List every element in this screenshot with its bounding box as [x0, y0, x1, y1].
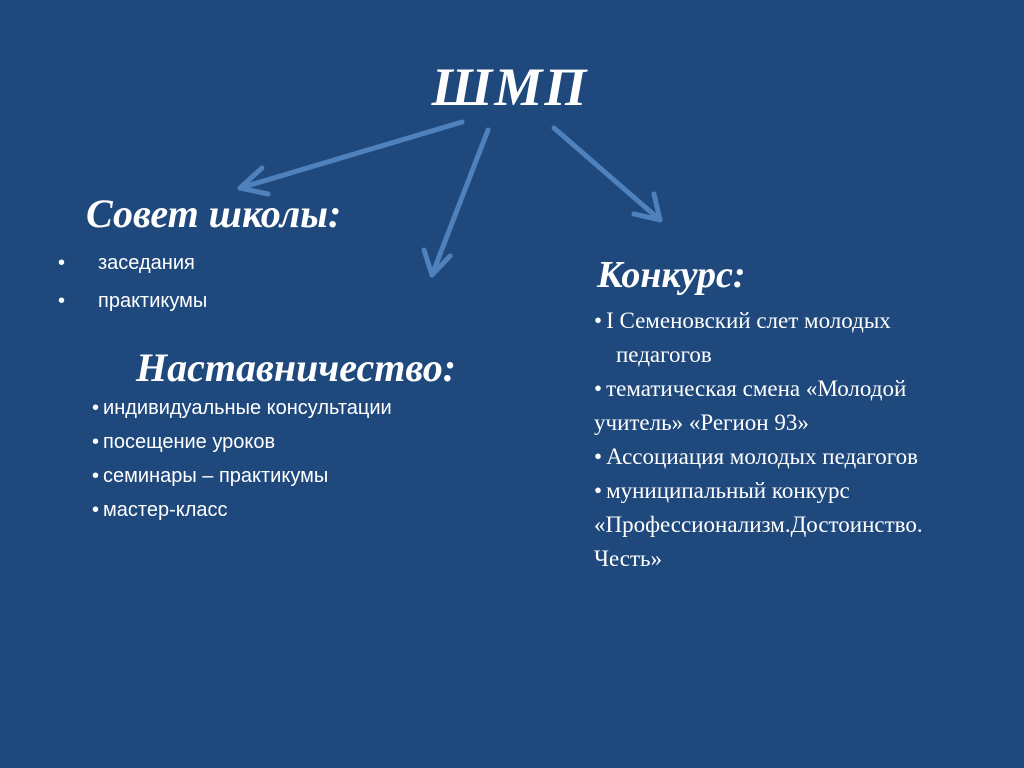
bullet: •: [58, 252, 66, 274]
contest-list: [594, 304, 1014, 576]
arrow-to-mentoring: [424, 130, 488, 275]
contest-heading: Конкурс:: [597, 254, 746, 296]
contest-item-continuation: учитель» «Регион 93»: [594, 410, 809, 435]
council-heading: Совет школы:: [86, 191, 342, 236]
list-item: [594, 440, 1014, 474]
list-item: [594, 474, 1014, 576]
list-item: [58, 290, 207, 328]
mentoring-heading: Наставничество:: [136, 345, 457, 390]
bullet: •: [92, 431, 100, 453]
mentoring-item-label: семинары – практикумы: [103, 465, 329, 487]
contest-item-label: Ассоциация молодых педагогов: [606, 444, 918, 469]
bullet: •: [594, 308, 603, 333]
list-item: [92, 465, 392, 499]
council-list: [58, 252, 207, 328]
list-item: [92, 397, 392, 431]
council-item-label: практикумы: [98, 290, 208, 312]
list-item: [58, 252, 207, 290]
bullet: •: [594, 444, 603, 469]
bullet: •: [594, 478, 603, 503]
contest-item-label: муниципальный конкурс: [606, 478, 850, 503]
list-item: [594, 372, 1014, 440]
council-item-label: заседания: [98, 252, 195, 274]
mentoring-item-label: индивидуальные консультации: [103, 397, 392, 419]
diagram-title: ШМП: [431, 57, 589, 117]
list-item: [92, 431, 392, 465]
contest-item-continuation: Честь»: [594, 546, 662, 571]
contest-item-continuation: «Профессионализм.Достоинство.: [594, 512, 923, 537]
list-item: [594, 304, 1014, 372]
bullet: •: [92, 397, 100, 419]
bullet: •: [92, 465, 100, 487]
mentoring-item-label: мастер-класс: [103, 499, 228, 521]
bullet: •: [92, 499, 100, 521]
contest-item-label: I Семеновский слет молодых: [606, 308, 891, 333]
arrow-to-council: [240, 122, 462, 194]
mentoring-item-label: посещение уроков: [103, 431, 276, 453]
mentoring-list: [92, 397, 392, 533]
bullet: •: [58, 290, 66, 312]
bullet: •: [594, 376, 603, 401]
contest-item-label: тематическая смена «Молодой: [606, 376, 907, 401]
list-item: [92, 499, 392, 533]
arrow-to-contest: [554, 128, 660, 220]
contest-item-continuation: педагогов: [616, 342, 712, 367]
